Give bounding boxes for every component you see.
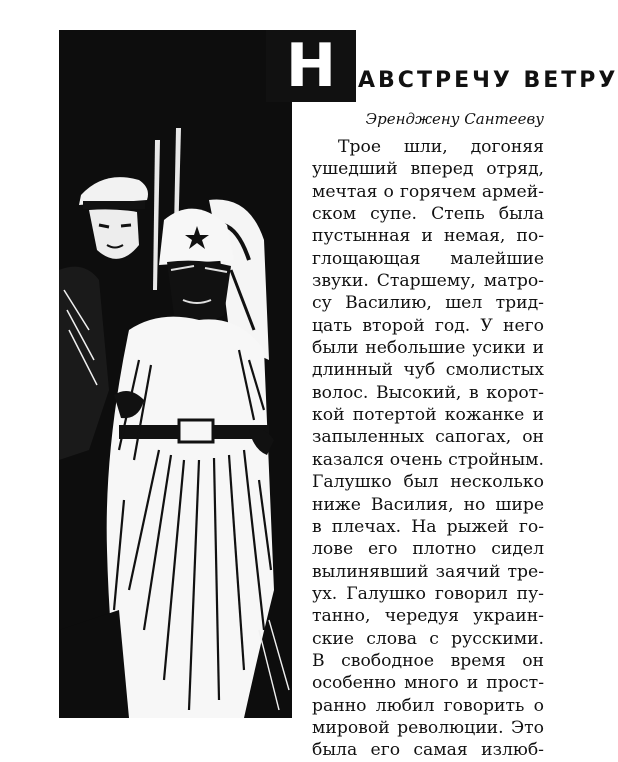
dedication: Эренджену Сантееву [365, 110, 544, 128]
body-line: мировой революции. Это [312, 717, 544, 738]
body-line: волос. Высокий, в корот- [312, 382, 544, 403]
body-line: глощающая малейшие [312, 248, 544, 269]
body-line: су Василию, шел трид- [312, 293, 544, 314]
story-body [312, 136, 544, 762]
body-line: в плечах. На рыжей го- [312, 516, 544, 537]
body-line: ском супе. Степь была [312, 204, 544, 225]
body-line: Трое шли, догоняя [338, 137, 544, 157]
body-line: длинный чуб смолистых [312, 360, 544, 381]
story-title: АВСТРЕЧУ ВЕТРУ [358, 68, 618, 93]
body-line: мечтая о горячем армей- [312, 181, 544, 202]
body-line: были небольшие усики и [312, 338, 544, 359]
body-line: ниже Василия, но шире [312, 494, 544, 515]
body-line: танно, чередуя украин- [312, 606, 544, 627]
body-line: была его самая излюб- [312, 740, 544, 761]
body-line: звуки. Старшему, матро- [312, 271, 544, 292]
drop-cap-letter: Н [285, 31, 337, 101]
body-line: кой потертой кожанке и [312, 405, 544, 426]
body-line: запыленных сапогах, он [312, 427, 544, 448]
body-line: цать второй год. У него [312, 315, 544, 336]
title-drop-cap [266, 30, 356, 102]
body-line: ские слова с русскими. [312, 628, 544, 649]
body-line: казался очень стройным. [312, 449, 544, 470]
body-line: Галушко был несколько [312, 472, 544, 493]
body-line: В свободное время он [312, 650, 544, 671]
body-line: ух. Галушко говорил пу- [312, 583, 544, 604]
body-line: ранно любил говорить о [312, 695, 544, 716]
body-line: пустынная и немая, по- [312, 226, 544, 247]
woodcut-illustration-icon [59, 30, 292, 718]
story-illustration [59, 30, 292, 718]
body-line: особенно много и прост- [312, 673, 544, 694]
body-line: лове его плотно сидел [312, 539, 544, 560]
body-line: ушедший вперед отряд, [312, 159, 544, 180]
body-line: вылинявший заячий тре- [312, 561, 544, 582]
